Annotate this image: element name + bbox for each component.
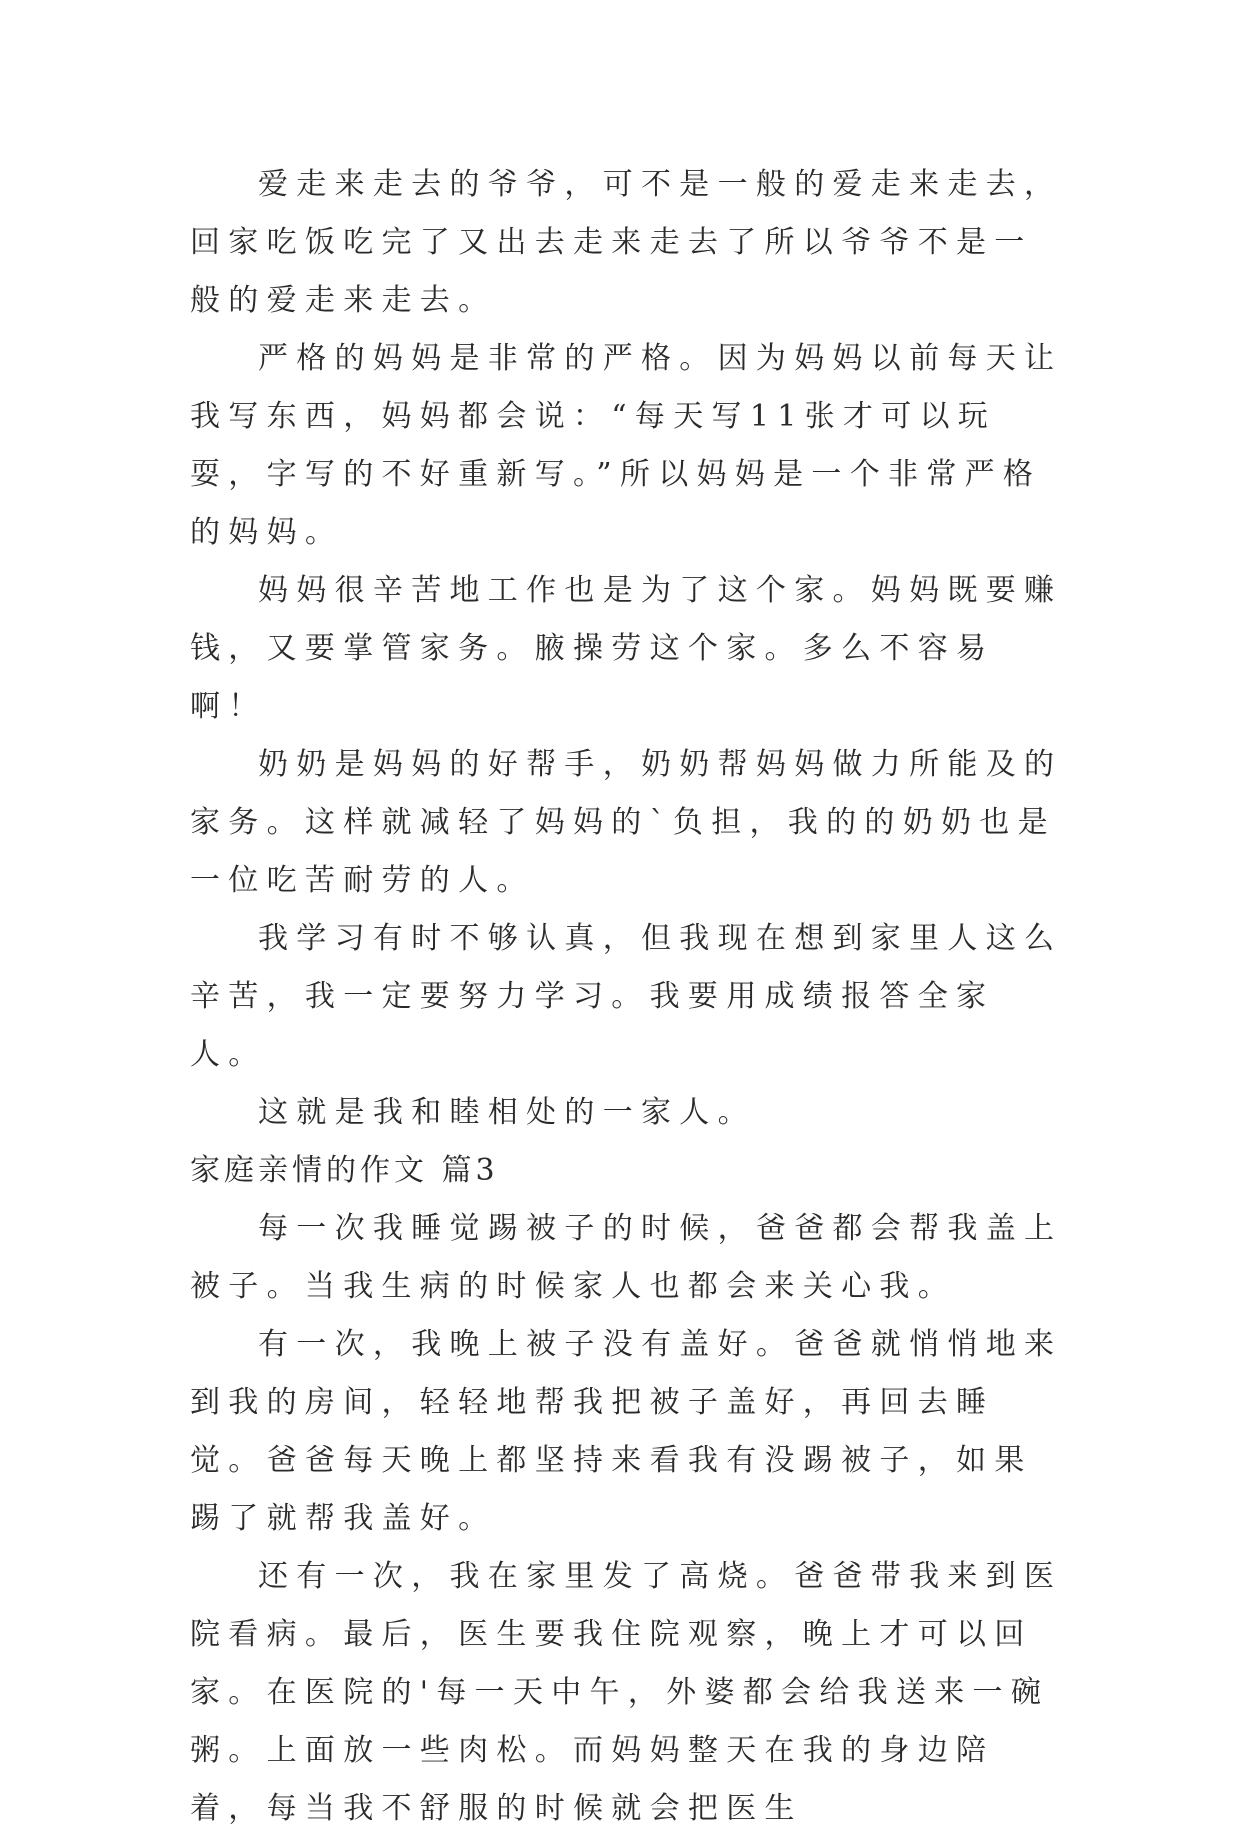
paragraph-study: 我学习有时不够认真，但我现在想到家里人这么辛苦，我一定要努力学习。我要用成绩报答全家人。	[190, 921, 1063, 1072]
document-body	[190, 156, 1070, 1838]
paragraph-hardworking-mom: 妈妈很辛苦地工作也是为了这个家。妈妈既要赚钱，又要掌管家务。腋操劳这个家。多么不容易啊！	[190, 573, 1063, 724]
paragraph-hospital: 还有一次，我在家里发了高烧。爸爸带我来到医院看病。最后，医生要我住院观察，晚上才可以回家。在医院的'每一天中午，外婆都会给我送来一碗粥。上面放一些肉松。而妈妈整天在我的身边陪着，每当我不舒服的时候就会把医生	[190, 1559, 1063, 1826]
paragraph-family-harmony: 这就是我和睦相处的一家人。	[258, 1095, 756, 1130]
paragraph-dad-night: 有一次，我晚上被子没有盖好。爸爸就悄悄地来到我的房间，轻轻地帮我把被子盖好，再回去睡觉。爸爸每天晚上都坚持来看我有没踢被子，如果踢了就帮我盖好。	[190, 1327, 1063, 1536]
paragraph-grandma: 奶奶是妈妈的好帮手，奶奶帮妈妈做力所能及的家务。这样就减轻了妈妈的`负担，我的的奶奶也是一位吃苦耐劳的人。	[190, 747, 1063, 898]
section-heading: 家庭亲情的作文 篇3	[190, 1153, 499, 1188]
paragraph-blanket: 每一次我睡觉踢被子的时候，爸爸都会帮我盖上被子。当我生病的时候家人也都会来关心我。	[190, 1211, 1063, 1304]
paragraph-strict-mom: 严格的妈妈是非常的严格。因为妈妈以前每天让我写东西，妈妈都会说：“每天写11张才可以玩耍，字写的不好重新写。”所以妈妈是一个非常严格的妈妈。	[190, 341, 1063, 550]
paragraph-grandpa: 爱走来走去的爷爷，可不是一般的爱走来走去，回家吃饭吃完了又出去走来走去了所以爷爷不是一般的爱走来走去。	[190, 167, 1063, 318]
